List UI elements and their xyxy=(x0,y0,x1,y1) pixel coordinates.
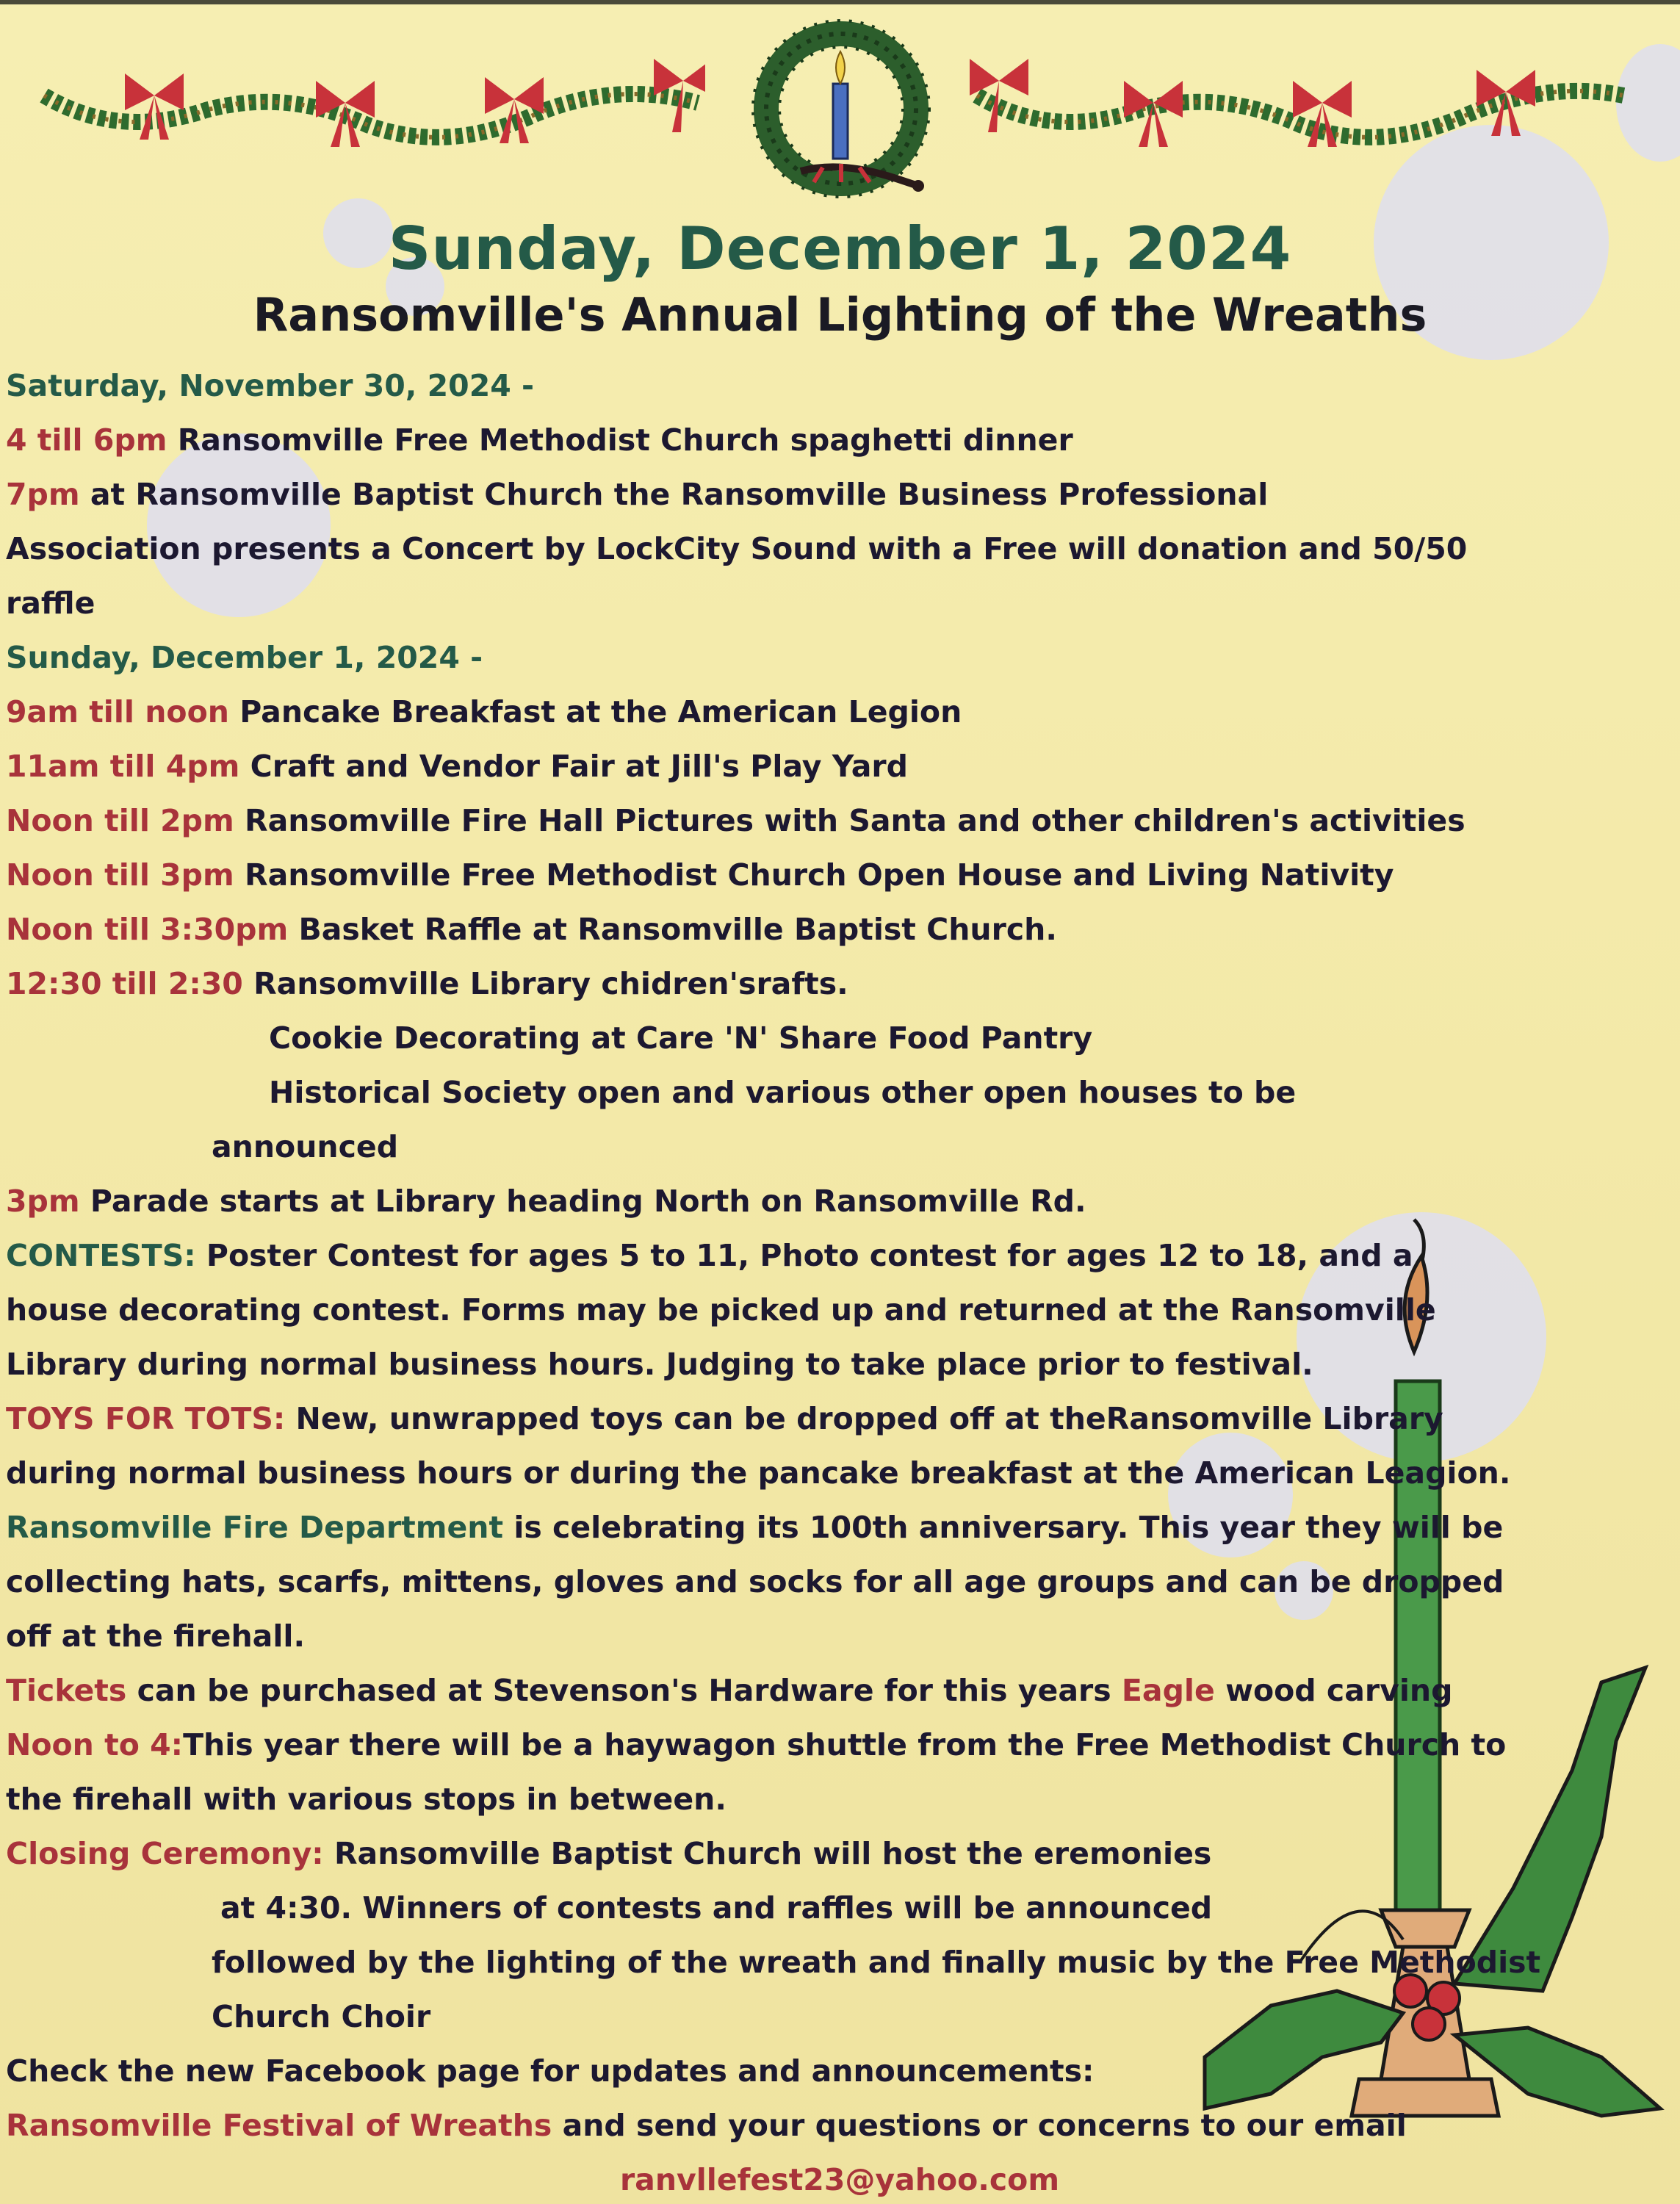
item-continuation: Association presents a Concert by LockCity Sound with a Free will donation and 50/50 xyxy=(6,531,1468,566)
shuttle-text: the firehall with various stops in between. xyxy=(6,1782,727,1817)
toys-text: New, unwrapped toys can be dropped off at theRansomville Library xyxy=(285,1401,1443,1436)
facebook-page-name: Ransomville Festival of Wreaths xyxy=(6,2108,552,2143)
item-text: Ransomville Free Methodist Church spaghetti dinner xyxy=(167,422,1073,458)
closing-text: Ransomville Baptist Church will host the eremonies xyxy=(323,1836,1212,1871)
item-continuation: raffle xyxy=(6,586,95,621)
facebook-page-line xyxy=(6,2098,1673,2153)
eagle-label: Eagle xyxy=(1121,1673,1215,1708)
schedule-item xyxy=(6,467,1673,522)
schedule-sub-item: Cookie Decorating at Care 'N' Share Food Pantry xyxy=(269,1020,1093,1056)
item-text: Craft and Vendor Fair at Jill's Play Yard xyxy=(239,749,908,784)
fire-dept-section xyxy=(6,1500,1673,1555)
closing-text: Church Choir xyxy=(212,1999,431,2034)
contests-text: house decorating contest. Forms may be picked up and returned at the Ransomville xyxy=(6,1292,1436,1328)
schedule-item xyxy=(6,739,1673,793)
item-text: Ransomville Fire Hall Pictures with Santa and other children's activities xyxy=(234,803,1466,838)
schedule-content xyxy=(6,359,1673,2204)
closing-text: followed by the lighting of the wreath and finally music by the Free Methodist xyxy=(212,1945,1541,1980)
item-time: 7pm xyxy=(6,477,80,512)
contests-label: CONTESTS: xyxy=(6,1238,196,1273)
item-text: Ransomville Free Methodist Church Open House and Living Nativity xyxy=(234,857,1394,893)
schedule-item xyxy=(6,902,1673,957)
schedule-item xyxy=(6,793,1673,848)
event-date-heading: Sunday, December 1, 2024 xyxy=(388,215,1292,283)
page-edge xyxy=(0,0,1680,4)
schedule-item xyxy=(6,957,1673,1011)
contests-text: Poster Contest for ages 5 to 11, Photo contest for ages 12 to 18, and a xyxy=(195,1238,1413,1273)
item-time: 9am till noon xyxy=(6,694,229,730)
item-time: 4 till 6pm xyxy=(6,422,167,458)
tickets-label: Tickets xyxy=(6,1673,127,1708)
toys-label: TOYS FOR TOTS: xyxy=(6,1401,286,1436)
facebook-page-text: and send your questions or concerns to our email xyxy=(552,2108,1407,2143)
facebook-note: Check the new Facebook page for updates and announcements: xyxy=(6,2053,1095,2089)
contests-section xyxy=(6,1228,1673,1283)
item-time: 11am till 4pm xyxy=(6,749,240,784)
fire-dept-label: Ransomville Fire Department xyxy=(6,1510,504,1545)
item-text: at Ransomville Baptist Church the Ransomville Business Professional xyxy=(79,477,1269,512)
toys-text: during normal business hours or during the pancake breakfast at the American Leagion. xyxy=(6,1455,1511,1491)
tickets-section xyxy=(6,1663,1673,1718)
schedule-item xyxy=(6,848,1673,902)
item-time: Noon till 3:30pm xyxy=(6,912,289,947)
shuttle-section xyxy=(6,1718,1673,1772)
schedule-item xyxy=(6,685,1673,739)
contests-text: Library during normal business hours. Judging to take place prior to festival. xyxy=(6,1347,1313,1382)
item-time: Noon till 3pm xyxy=(6,857,234,893)
closing-text: at 4:30. Winners of contests and raffles will be announced xyxy=(220,1890,1213,1926)
item-text: Ransomville Library chidren'srafts. xyxy=(242,966,848,1001)
garland-right-icon xyxy=(970,51,1631,162)
parade-item xyxy=(6,1174,1673,1228)
saturday-heading: Saturday, November 30, 2024 - xyxy=(6,368,535,403)
tickets-text: wood carving xyxy=(1214,1673,1453,1708)
shuttle-text: This year there will be a haywagon shuttle from the Free Methodist Church to xyxy=(183,1727,1507,1762)
item-text: Basket Raffle at Ransomville Baptist Church. xyxy=(288,912,1057,947)
contact-email[interactable]: ranvllefest23@yahoo.com xyxy=(619,2162,1060,2197)
garland-left-icon xyxy=(37,51,705,162)
sunday-heading: Sunday, December 1, 2024 - xyxy=(6,640,483,675)
schedule-sub-item: Historical Society open and various other open houses to be xyxy=(269,1075,1297,1110)
item-time: 12:30 till 2:30 xyxy=(6,966,243,1001)
toys-section xyxy=(6,1391,1673,1446)
tickets-text: can be purchased at Stevenson's Hardware for this years xyxy=(126,1673,1122,1708)
item-time: 3pm xyxy=(6,1184,80,1219)
shuttle-label: Noon to 4: xyxy=(6,1727,184,1762)
item-text: Parade starts at Library heading North on Ransomville Rd. xyxy=(79,1184,1086,1219)
schedule-item xyxy=(6,413,1673,467)
item-time: Noon till 2pm xyxy=(6,803,234,838)
fire-dept-text: collecting hats, scarfs, mittens, gloves and socks for all age groups and can be dropped xyxy=(6,1564,1504,1599)
closing-section xyxy=(6,1826,1673,1881)
fire-dept-text: is celebrating its 100th anniversary. This year they will be xyxy=(503,1510,1504,1545)
closing-label: Closing Ceremony: xyxy=(6,1836,324,1871)
wreath-candle-icon xyxy=(749,13,940,219)
fire-dept-text: off at the firehall. xyxy=(6,1618,306,1654)
event-title: Ransomville's Annual Lighting of the Wreaths xyxy=(253,288,1427,342)
schedule-sub-item: announced xyxy=(212,1129,399,1164)
item-text: Pancake Breakfast at the American Legion xyxy=(228,694,962,730)
